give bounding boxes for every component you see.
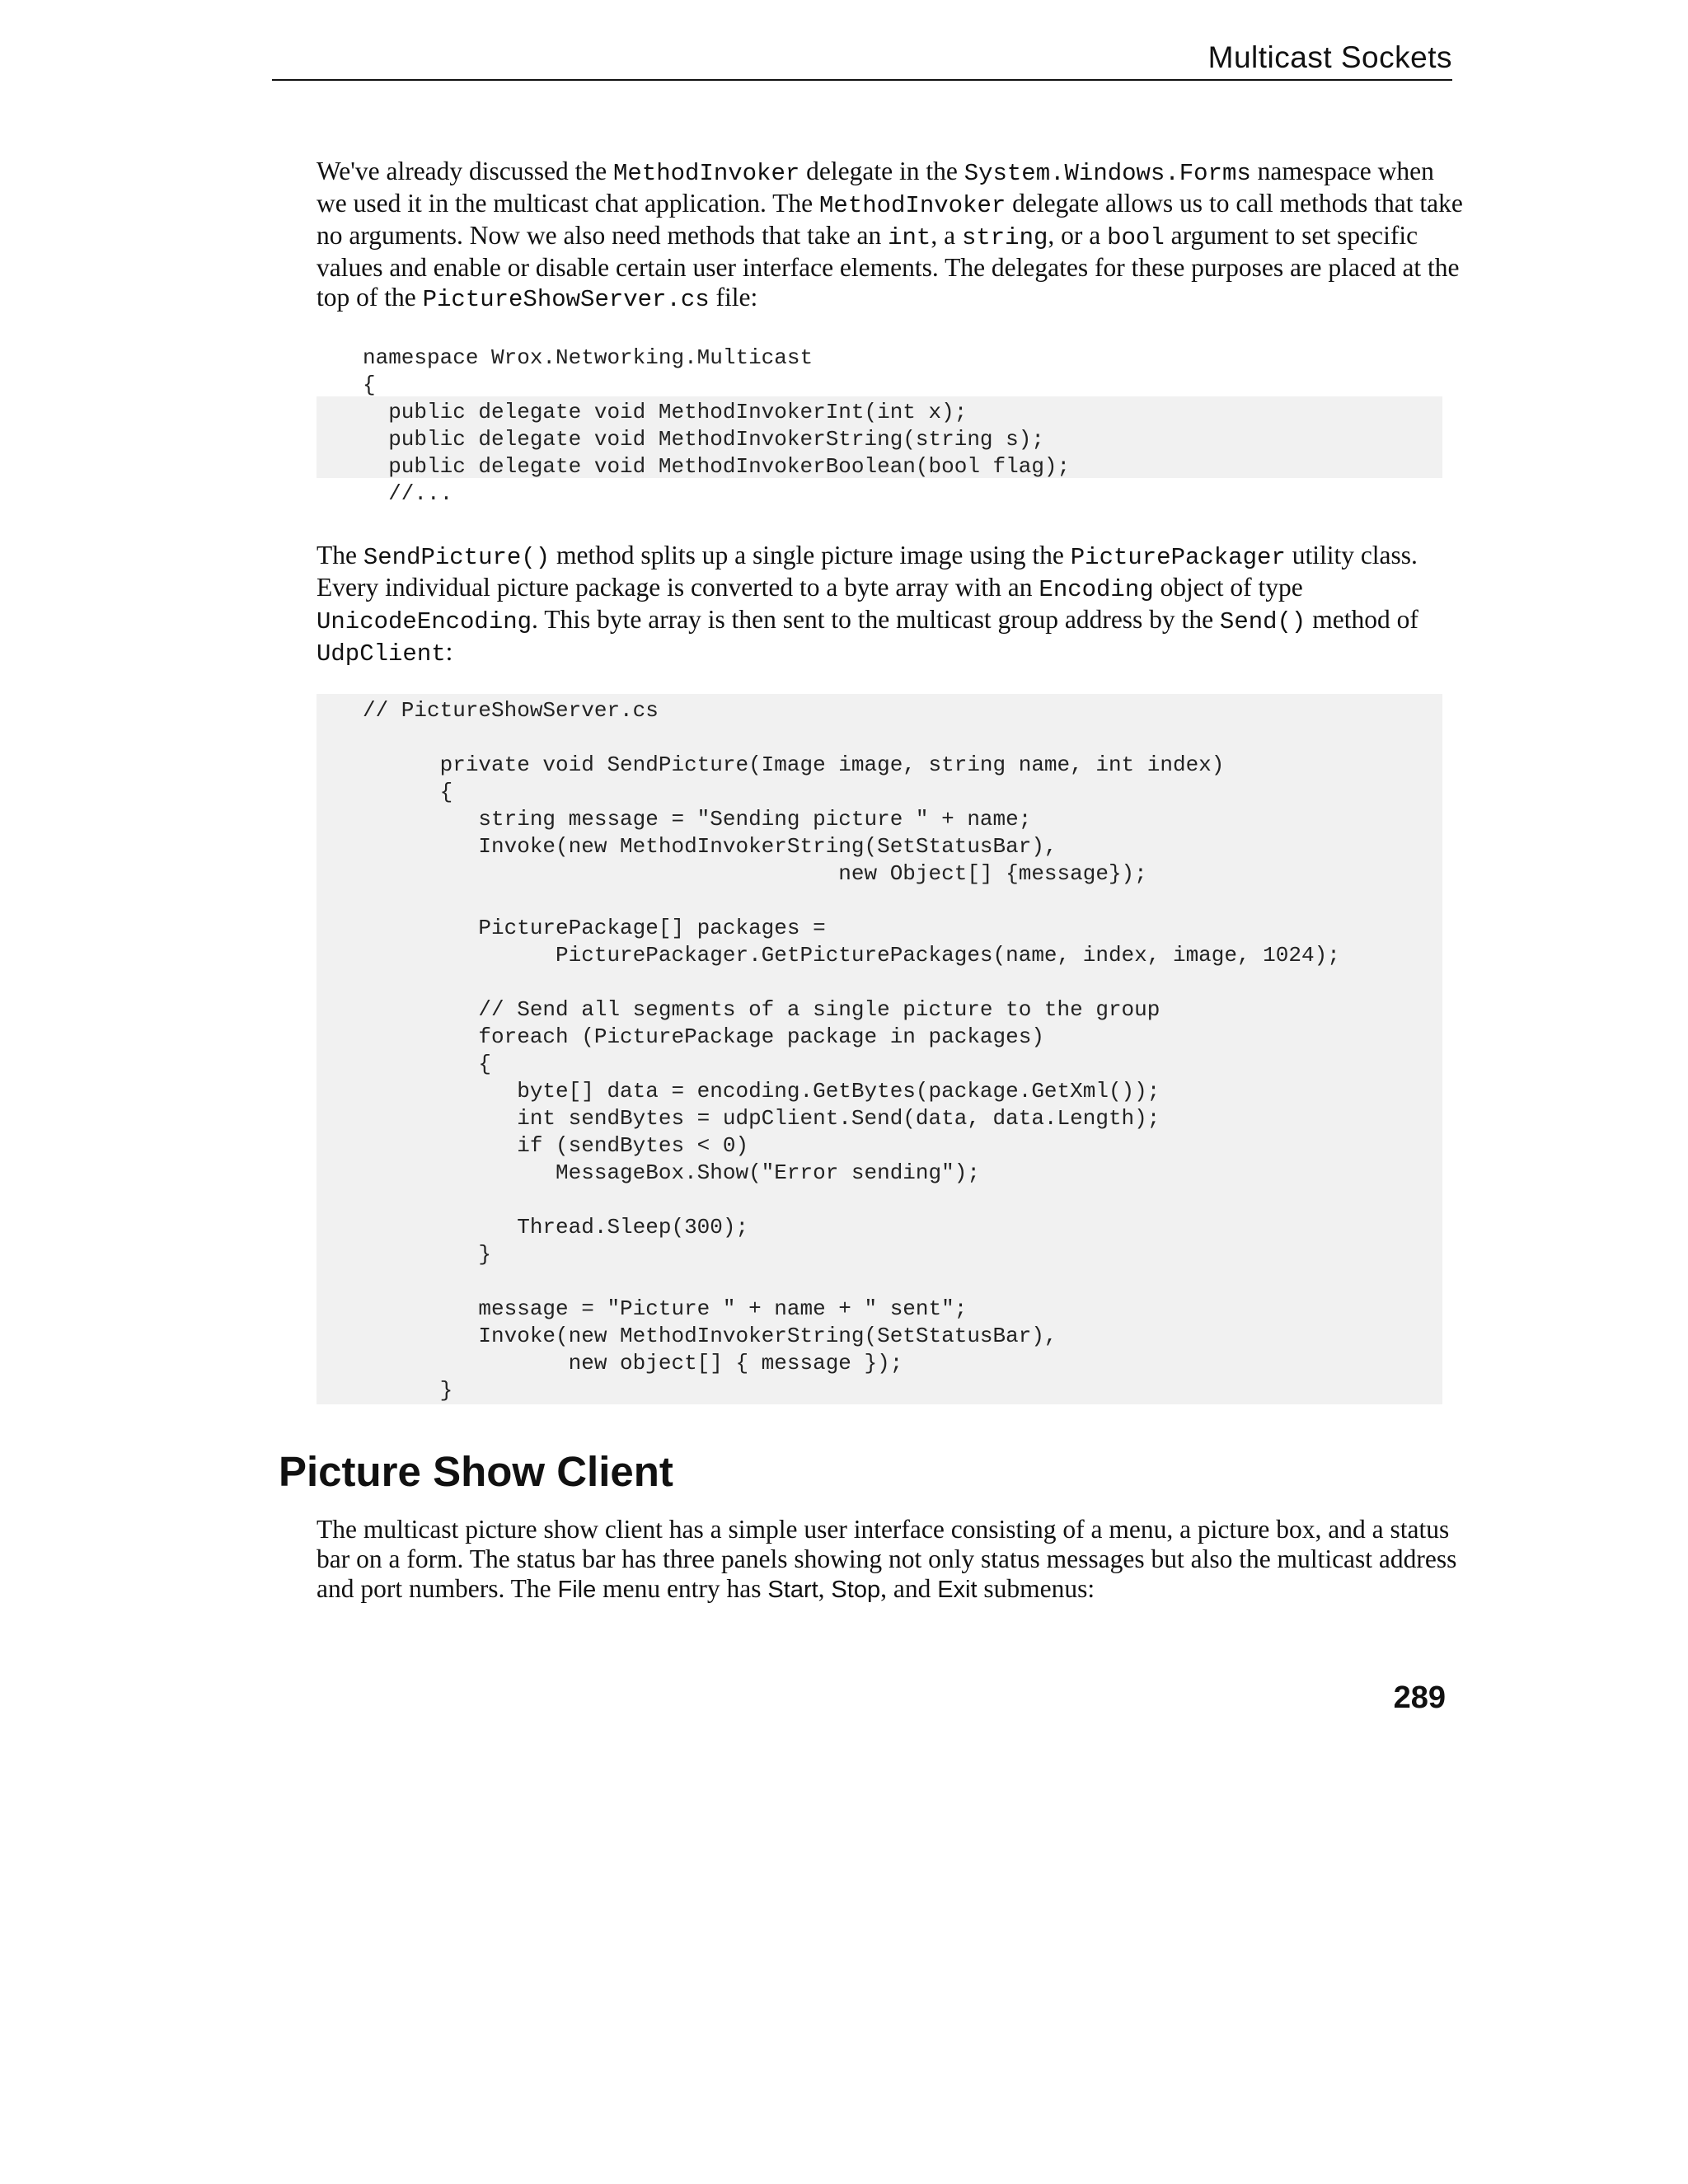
code-line: foreach (PicturePackage package in packages) — [363, 1024, 1044, 1049]
code-line: public delegate void MethodInvokerString(string s); — [363, 427, 1044, 452]
code-line: { — [363, 373, 376, 397]
text-run: delegate in the — [799, 157, 964, 185]
inline-code: UnicodeEncoding — [316, 608, 532, 635]
inline-code: bool — [1107, 224, 1165, 251]
text-run: file: — [709, 283, 758, 312]
text-run: method of — [1306, 605, 1418, 634]
text-run: The multicast picture show client has a simple user interface consisting of a menu, a picture box, and a status bar on a form. The status bar has three panels showing not only status messages but also the multicast address and port numbers. The — [316, 1515, 1457, 1603]
code-line: public delegate void MethodInvokerInt(int x); — [363, 400, 968, 424]
code-line — [363, 1268, 1442, 1296]
code-line: namespace Wrox.Networking.Multicast — [363, 345, 814, 370]
text-run: utility class. Every individual picture package is converted to a byte array with an — [316, 541, 1418, 602]
sendpicture-paragraph — [316, 541, 1470, 669]
text-run: , and — [880, 1574, 938, 1603]
text-run: menu entry has — [596, 1574, 768, 1603]
menu-term: Exit — [937, 1577, 978, 1603]
menu-term: Stop — [831, 1577, 881, 1603]
code-line: int sendBytes = udpClient.Send(data, data.Length); — [363, 1106, 1160, 1131]
text-run: , — [818, 1574, 832, 1603]
intro-paragraph — [316, 157, 1470, 315]
code-line: { — [363, 1052, 492, 1076]
sendpicture-code-listing — [316, 694, 1442, 1404]
code-text — [316, 344, 1442, 508]
inline-code: System.Windows.Forms — [964, 160, 1251, 187]
client-paragraph — [316, 1515, 1470, 1605]
text-run: method splits up a single picture image using the — [550, 541, 1071, 569]
code-line: PicturePackager.GetPicturePackages(name, index, image, 1024); — [363, 943, 1340, 968]
inline-code: MethodInvoker — [819, 192, 1006, 219]
code-line: byte[] data = encoding.GetBytes(package.GetXml()); — [363, 1079, 1160, 1104]
code-line: Invoke(new MethodInvokerString(SetStatusBar), — [363, 1324, 1057, 1348]
inline-code: MethodInvoker — [613, 160, 800, 187]
inline-code: SendPicture() — [363, 544, 551, 571]
inline-code: UdpClient — [316, 640, 446, 668]
text-run: . This byte array is then sent to the multicast group address by the — [532, 605, 1220, 634]
code-line — [363, 969, 1442, 996]
menu-term: File — [557, 1577, 597, 1603]
text-run: : — [445, 637, 453, 666]
code-line — [363, 888, 1442, 915]
inline-code: int — [888, 224, 931, 251]
inline-code: Encoding — [1039, 576, 1154, 603]
code-line: { — [363, 780, 453, 804]
text-run: The — [316, 541, 363, 569]
text-run: We've already discussed the — [316, 157, 614, 185]
text-run: delegate allows us to call methods that take no arguments. Now we also need methods that take an — [316, 189, 1463, 250]
code-line — [363, 724, 1442, 752]
section-heading: Picture Show Client — [279, 1448, 673, 1495]
code-text — [316, 694, 1442, 1404]
code-line: string message = "Sending picture " + name; — [363, 807, 1032, 832]
code-line: if (sendBytes < 0) — [363, 1133, 749, 1158]
delegate-code-listing — [316, 344, 1442, 509]
inline-code: Send() — [1219, 608, 1306, 635]
code-line: public delegate void MethodInvokerBoolean(bool flag); — [363, 454, 1071, 479]
menu-term: Start — [767, 1577, 818, 1603]
text-run: namespace when we used it in the multicast chat application. The — [316, 157, 1434, 218]
code-line: PicturePackage[] packages = — [363, 916, 826, 940]
inline-code: string — [961, 224, 1048, 251]
code-line: new object[] { message }); — [363, 1351, 903, 1376]
code-line: // PictureShowServer.cs — [363, 698, 659, 723]
code-line: } — [363, 1378, 453, 1403]
page-number: 289 — [1393, 1680, 1446, 1715]
code-line: Thread.Sleep(300); — [363, 1215, 749, 1240]
running-header — [272, 36, 1452, 81]
text-run: , or a — [1048, 221, 1108, 250]
text-run: , a — [931, 221, 962, 250]
code-line: //... — [363, 481, 453, 506]
inline-code: PictureShowServer.cs — [422, 286, 710, 313]
text-run: submenus: — [977, 1574, 1095, 1603]
running-title: Multicast Sockets — [1207, 40, 1452, 74]
code-line: private void SendPicture(Image image, string name, int index) — [363, 752, 1225, 777]
code-line: new Object[] {message}); — [363, 861, 1147, 886]
code-line: // Send all segments of a single picture to the group — [363, 997, 1160, 1022]
code-line — [363, 1187, 1442, 1214]
code-line: message = "Picture " + name + " sent"; — [363, 1296, 968, 1321]
inline-code: PicturePackager — [1070, 544, 1286, 571]
code-line: MessageBox.Show("Error sending"); — [363, 1160, 980, 1185]
code-line: Invoke(new MethodInvokerString(SetStatusBar), — [363, 834, 1057, 859]
code-line: } — [363, 1242, 492, 1267]
text-run: argument to set specific values and enable or disable certain user interface elements. The delegates for these purposes are placed at the top of the — [316, 221, 1460, 312]
text-run: object of type — [1153, 573, 1303, 602]
